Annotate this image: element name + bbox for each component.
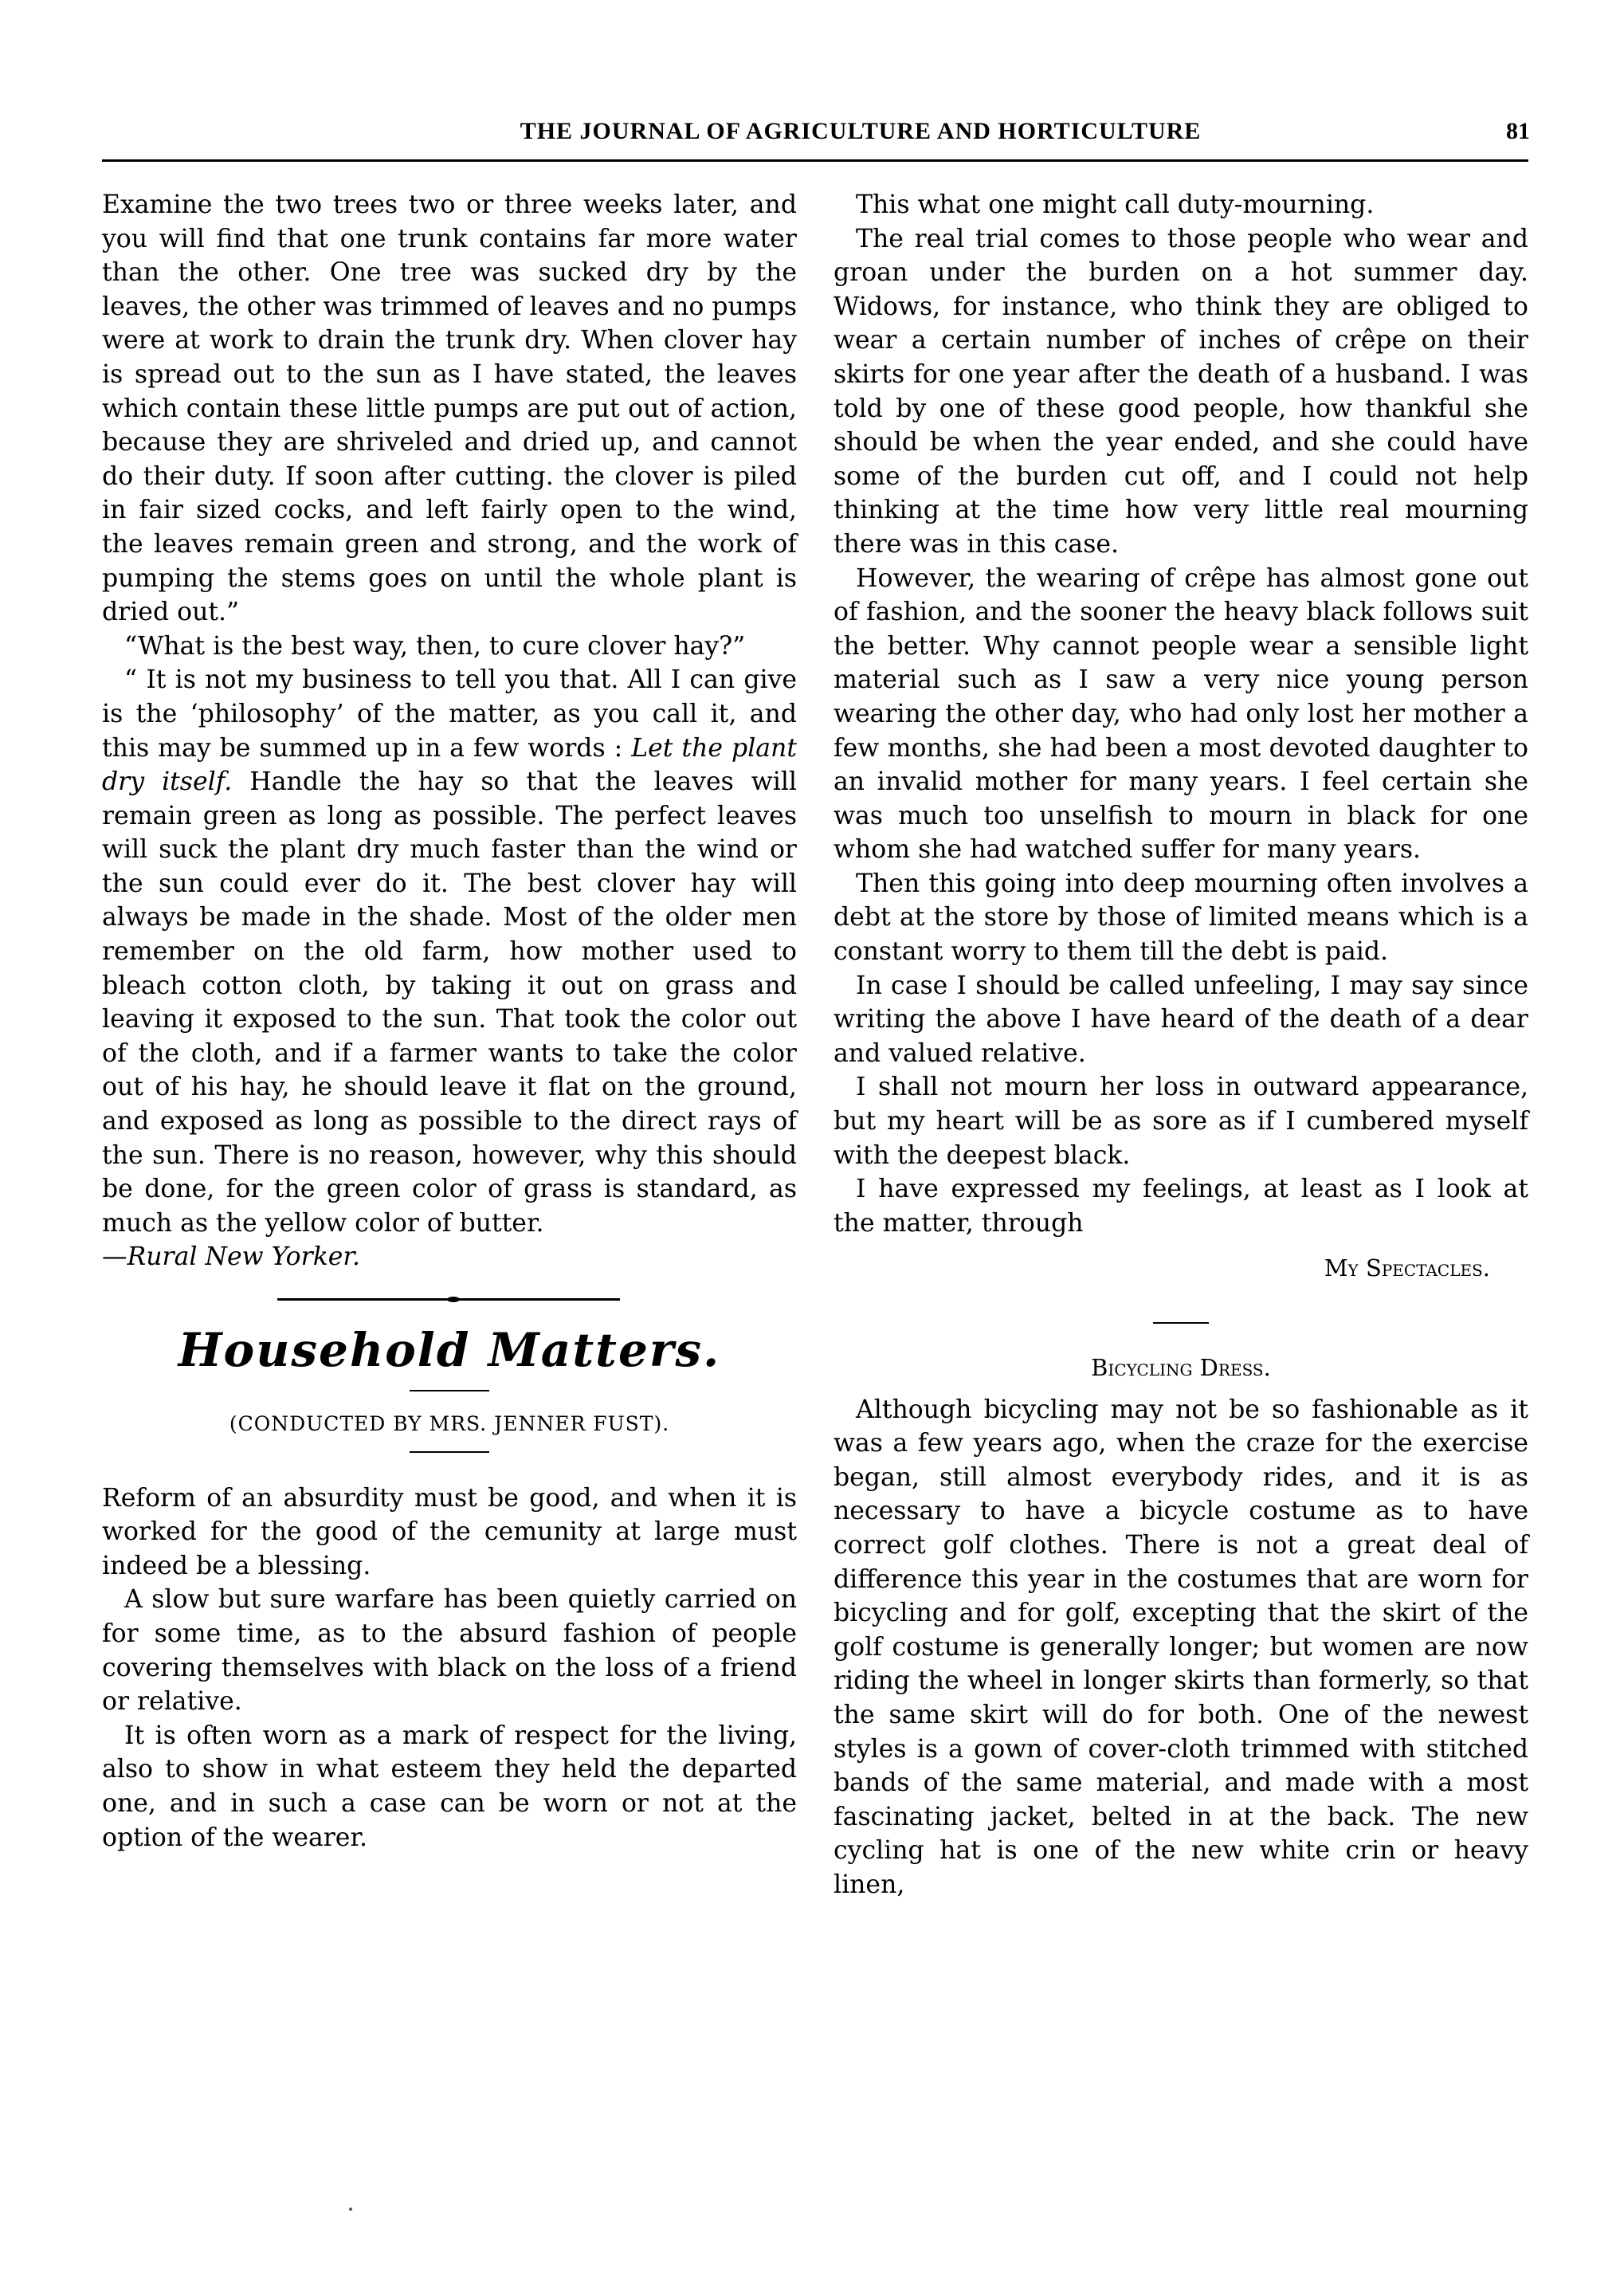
left-column [102, 188, 797, 1854]
short-divider [410, 1451, 489, 1453]
conducted-by-line: (CONDUCTED BY MRS. JENNER FUST). [229, 1412, 670, 1435]
paragraph: Then this going into deep mourning often involves a debt at the store by those of limited means which is a constant worry to them till the debt is paid. [833, 869, 1528, 967]
short-divider [410, 1390, 489, 1391]
spacer [102, 1461, 797, 1482]
paragraph: The real trial comes to those people who wear and groan under the burden on a hot summer day. Widows, for instance, who think they are obliged to wear a certain number of inches of crêpe on their skirts for one year after the death of a husband. I was told by one of these good people, how thankful she should be when the year ended, and she could have some of the burden cut off, and I could not help thinking at the time how very little real mourning there was in this case. [833, 224, 1528, 559]
paragraph: In case I should be called unfeeling, I may say since writing the above I have heard of the death of a dear and valued relative. [833, 971, 1528, 1068]
paragraph: “What is the best way, then, to cure clover hay?” [124, 631, 746, 661]
paragraph: Reform of an absurdity must be good, and when it is worked for the good of the cemunity at large must indeed be a blessing. [102, 1483, 797, 1580]
author-signature: My Spectacles. [1324, 1254, 1490, 1282]
source-attribution: —Rural New Yorker. [102, 1242, 361, 1272]
paragraph [102, 663, 797, 1240]
paragraph: A slow but sure warfare has been quietly carried on for some time, as to the absurd fashion of people covering themselves with black on the loss of a friend or relative. [102, 1585, 797, 1717]
divider-ornament [447, 1297, 460, 1302]
subheading: Bicycling Dress. [1091, 1354, 1271, 1381]
paragraph: Although bicycling may not be so fashionable as it was a few years ago, when the craze for the exercise began, still almost everybody rides, and it is as necessary to have a bicycle costume as to have correct golf clothes. There is not a great deal of difference this year in the costumes that are worn for bicycling and for golf, excepting that the skirt of the golf costume is generally longer; but women are now riding the wheel in longer skirts than formerly, so that the same skirt will do for both. One of the newest styles is a gown of cover-cloth trimmed with stitched bands of the same material, and made with a most fascinating jacket, belted in at the back. The new cycling hat is one of the new white crin or heavy linen, [833, 1395, 1528, 1899]
running-header [191, 118, 1530, 156]
ornamental-divider [277, 1298, 620, 1301]
paragraph: However, the wearing of crêpe has almost gone out of fashion, and the sooner the heavy black follows suit the better. Why cannot people wear a sensible light material such as I saw a very nice young person wearing the other day, who had only lost her mother a few months, she had been a most devoted daughter to an invalid mother for many years. I feel certain she was much too unselfish to mourn in black for one whom she had watched suffer for many years. [833, 563, 1528, 865]
text-span: Handle the hay so that the leaves will remain green as long as possible. The perfect leaves will suck the plant dry much faster than the wind or the sun could ever do it. The best clover hay will always be made in the shade. Most of the older men remember on the old farm, how mother used to bleach cotton cloth, by taking it out on grass and leaving it exposed to the sun. That took the color out of the cloth, and if a farmer wants to take the color out of his hay, he should leave it flat on the ground, and exposed as long as possible to the direct rays of the sun. There is no reason, however, why this should be done, for the green color of grass is standard, as much as the yellow color of butter. [102, 767, 797, 1238]
journal-title: THE JOURNAL OF AGRICULTURE AND HORTICULTURE [520, 118, 1202, 144]
paragraph: This what one might call duty-mourning. [856, 190, 1375, 219]
paragraph: I have expressed my feelings, at least as I look at the matter, through [833, 1175, 1528, 1238]
header-rule [102, 159, 1528, 162]
paragraph: It is often worn as a mark of respect for the living, also to show in what esteem they held the departed one, and in such a case can be worn or not at the option of the wearer. [102, 1721, 797, 1852]
short-divider [1153, 1322, 1209, 1324]
text-span: “ It is not my business to tell you that. All I can give is the ‘philosophy’ of the matter, as you call it, and this may be summed up in a few words : [102, 665, 797, 763]
section-title: Household Matters. [178, 1323, 721, 1377]
emphasis-text: Let the plant dry itself. [102, 733, 797, 797]
print-speck [349, 2208, 352, 2211]
right-column [833, 188, 1528, 1902]
paragraph: Examine the two trees two or three weeks later, and you will find that one trunk contains far more water than the other. One tree was sucked dry by the leaves, the other was trimmed of leaves and no pumps were at work to drain the trunk dry. When clover hay is spread out to the sun as I have stated, the leaves which contain these little pumps are put out of action, because they are shriveled and dried up, and cannot do their duty. If soon after cutting. the clover is piled in fair sized cocks, and left fairly open to the wind, the leaves remain green and strong, and the work of pumping the stems goes on until the whole plant is dried out.” [102, 190, 797, 627]
page-number: 81 [1506, 118, 1530, 144]
paragraph: I shall not mourn her loss in outward appearance, but my heart will be as sore as if I cumbered myself with the deepest black. [833, 1073, 1528, 1170]
